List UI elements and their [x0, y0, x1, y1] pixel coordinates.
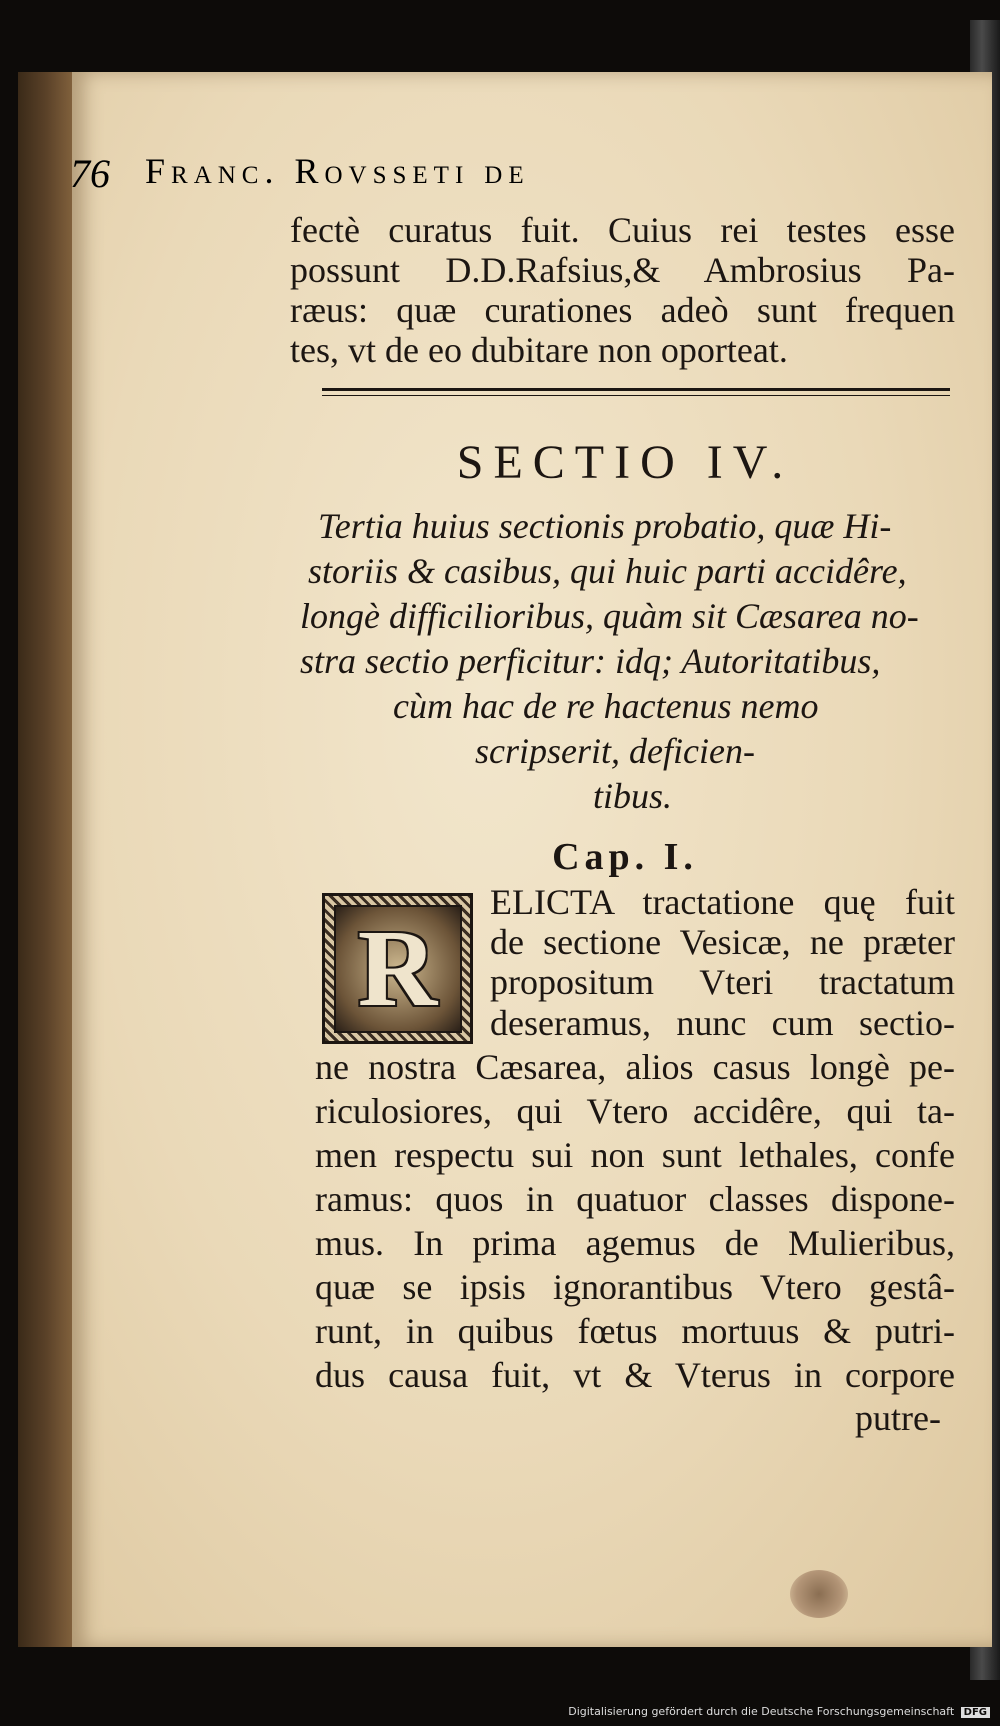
- chapter-line: riculosiores, qui Vtero accidêre, qui ta-: [315, 1091, 955, 1131]
- chapter-line: propositum Vteri tractatum: [490, 962, 955, 1002]
- chapter-line: runt, in quibus fœtus mortuus & putri-: [315, 1311, 955, 1351]
- page-number: 76: [70, 151, 110, 196]
- section-divider: [322, 388, 950, 396]
- chapter-line: de sectione Vesicæ, ne præter: [490, 922, 955, 962]
- dfg-logo: DFG: [961, 1707, 990, 1718]
- catchword: putre-: [855, 1398, 941, 1438]
- footer-text: Digitalisierung gefördert durch die Deutsche Forschungsgemeinschaft: [568, 1705, 955, 1718]
- chapter-title: Cap. I.: [552, 836, 698, 878]
- chapter-line: ne nostra Cæsarea, alios casus longè pe-: [315, 1047, 955, 1087]
- intro-line: ræus: quæ curationes adeò sunt frequen: [290, 290, 955, 330]
- chapter-line: dus causa fuit, vt & Vterus in corpore: [315, 1355, 955, 1395]
- paper-stain: [790, 1570, 848, 1618]
- chapter-line: mus. In prima agemus de Mulieribus,: [315, 1223, 955, 1263]
- chapter-line: quæ se ipsis ignorantibus Vtero gestâ-: [315, 1267, 955, 1307]
- intro-line: tes, vt de eo dubitare non oporteat.: [290, 330, 788, 370]
- chapter-line: ELICTA tractatione quę fuit: [490, 882, 955, 922]
- section-title: SECTIO IV.: [456, 436, 794, 489]
- chapter-line: men respectu sui non sunt lethales, confe: [315, 1135, 955, 1175]
- section-subtitle-line: Tertia huius sectionis probatio, quæ Hi-: [318, 506, 892, 546]
- chapter-line: ramus: quos in quatuor classes dispone-: [315, 1179, 955, 1219]
- chapter-line: deseramus, nunc cum sectio-: [490, 1003, 955, 1043]
- footer-credit: [0, 1705, 990, 1718]
- section-subtitle-line: stra sectio perficitur: idq; Autoritatibus,: [300, 641, 881, 681]
- section-subtitle-line: scripserit, deficien-: [475, 731, 755, 771]
- page-edge: [18, 72, 80, 1647]
- section-subtitle-line: cùm hac de re hactenus nemo: [393, 686, 819, 726]
- section-subtitle-line: longè difficilioribus, quàm sit Cæsarea no-: [300, 596, 919, 636]
- intro-line: fectè curatus fuit. Cuius rei testes esse: [290, 210, 955, 250]
- section-subtitle-line: storiis & casibus, qui huic parti accidêre,: [308, 551, 907, 591]
- intro-line: possunt D.D.Rafsius,& Ambrosius Pa-: [290, 250, 955, 290]
- section-subtitle-line: tibus.: [593, 776, 673, 816]
- running-title: Franc. Rovsseti de: [145, 151, 530, 191]
- decorated-initial: [322, 893, 473, 1044]
- initial-letter: R: [334, 905, 462, 1033]
